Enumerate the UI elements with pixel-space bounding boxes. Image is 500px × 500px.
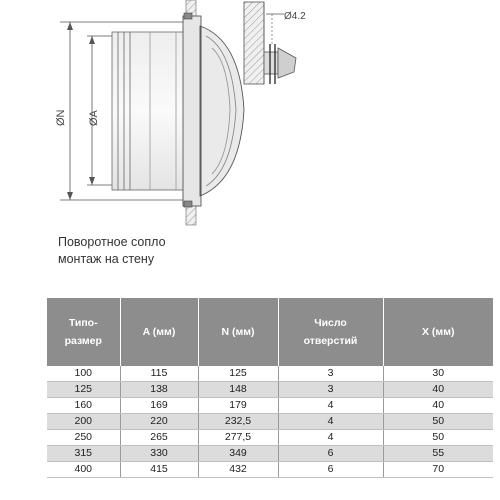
cell-x: 55 — [383, 446, 493, 462]
cell-a: 169 — [120, 398, 198, 414]
table-row — [47, 366, 493, 382]
cell-holes: 4 — [278, 414, 383, 430]
cell-size: 100 — [47, 366, 120, 382]
table-header-row — [47, 298, 493, 366]
table-row — [47, 430, 493, 446]
cell-size: 315 — [47, 446, 120, 462]
header-size — [47, 298, 120, 366]
cell-a: 115 — [120, 366, 198, 382]
cell-holes: 3 — [278, 382, 383, 398]
header-holes-line-2: отверстий — [303, 335, 358, 347]
caption-line-2: монтаж на стену — [58, 252, 155, 266]
cell-x: 50 — [383, 414, 493, 430]
table-row — [47, 414, 493, 430]
cell-holes: 4 — [278, 430, 383, 446]
cell-holes: 6 — [278, 462, 383, 478]
cell-x: 30 — [383, 366, 493, 382]
cell-a: 415 — [120, 462, 198, 478]
header-n — [198, 298, 278, 366]
cell-holes: 4 — [278, 398, 383, 414]
cell-n: 432 — [198, 462, 278, 478]
cell-size: 125 — [47, 382, 120, 398]
cell-x: 70 — [383, 462, 493, 478]
dimension-n-label: ØN — [55, 109, 67, 126]
cell-a: 330 — [120, 446, 198, 462]
header-x-label: X (мм) — [422, 326, 455, 338]
cell-x: 40 — [383, 382, 493, 398]
header-size-line-2: размер — [64, 335, 102, 347]
hole-diameter-label: Ø4.2 — [284, 11, 306, 22]
cell-n: 148 — [198, 382, 278, 398]
cell-a: 138 — [120, 382, 198, 398]
cell-size: 200 — [47, 414, 120, 430]
cell-holes: 6 — [278, 446, 383, 462]
header-x — [383, 298, 493, 366]
cell-a: 220 — [120, 414, 198, 430]
cell-size: 160 — [47, 398, 120, 414]
cell-a: 265 — [120, 430, 198, 446]
nozzle-head — [183, 16, 244, 206]
cell-n: 277,5 — [198, 430, 278, 446]
cell-n: 179 — [198, 398, 278, 414]
table-row — [47, 398, 493, 414]
header-holes-line-1: Число — [314, 317, 347, 329]
nozzle-collar — [112, 32, 186, 190]
header-holes — [278, 298, 383, 366]
table-row — [47, 462, 493, 478]
header-n-label: N (мм) — [221, 326, 255, 338]
cell-x: 40 — [383, 398, 493, 414]
caption-line-1: Поворотное сопло — [58, 235, 166, 249]
table-row — [47, 382, 493, 398]
technical-drawing — [0, 0, 500, 230]
cell-size: 400 — [47, 462, 120, 478]
table-row — [47, 446, 493, 462]
cell-n: 232,5 — [198, 414, 278, 430]
header-size-line-1: Типо- — [68, 317, 98, 329]
cell-size: 250 — [47, 430, 120, 446]
caption — [58, 234, 166, 268]
cell-x: 50 — [383, 430, 493, 446]
header-a — [120, 298, 198, 366]
header-a-label: A (мм) — [142, 326, 176, 338]
dimension-a-label: ØA — [88, 110, 100, 126]
spec-table — [47, 298, 493, 478]
cell-n: 349 — [198, 446, 278, 462]
cell-n: 125 — [198, 366, 278, 382]
cell-holes: 3 — [278, 366, 383, 382]
